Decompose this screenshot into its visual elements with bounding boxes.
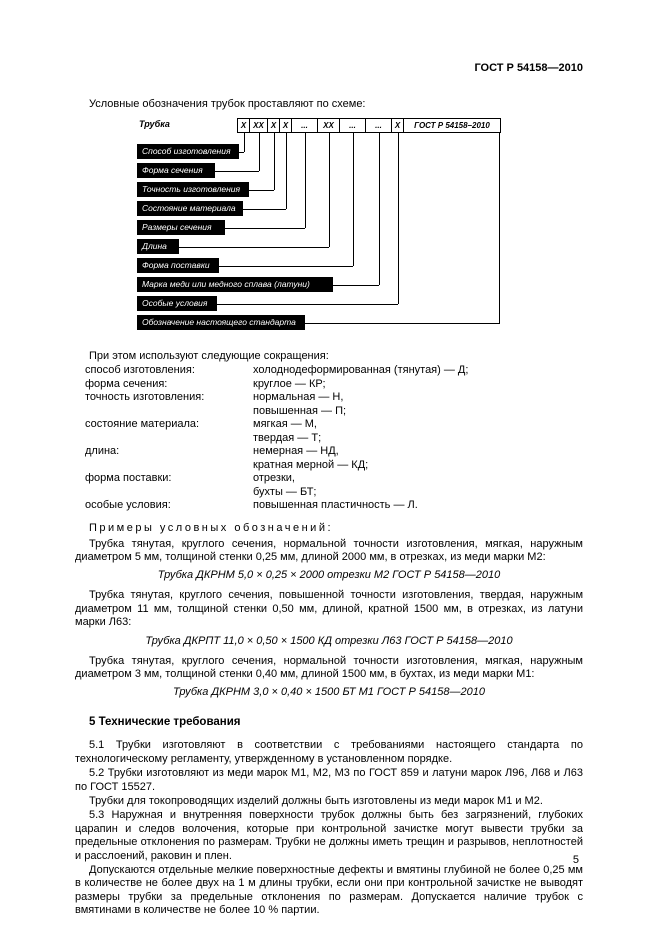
abbreviation-term: состояние материала: bbox=[85, 418, 200, 430]
abbreviation-row bbox=[85, 364, 583, 378]
connector-hline bbox=[249, 190, 274, 191]
examples-heading: Примеры условных обозначений: bbox=[89, 521, 334, 534]
example-designation: Трубка ДКРПТ 11,0 × 0,50 × 1500 КД отрезки Л63 ГОСТ Р 54158—2010 bbox=[145, 634, 513, 647]
scheme-label-bar: Способ изготовления bbox=[137, 144, 239, 159]
section-paragraph: 5.1 Трубки изготовляют в соответствии с требованиями настоящего стандарта по технологическому регламенту, утвержденному в установленном порядке. bbox=[75, 739, 583, 765]
scheme-cell: ХХ bbox=[318, 119, 340, 132]
connector-vline bbox=[259, 133, 260, 171]
section-paragraph: 5.3 Наружная и внутренняя поверхности трубок должны быть без загрязнений, глубоких царапин и следов волочения, которые при контрольной зачистке могут вывести трубки за предельные отклонения по размерам. Трубки не должны иметь трещин и разрывов, неплотностей и расслоений, раковин и плен. bbox=[75, 809, 583, 862]
connector-vline bbox=[398, 133, 399, 304]
abbreviation-term: особые условия: bbox=[85, 499, 171, 511]
abbreviation-value: бухты — БТ; bbox=[253, 485, 317, 498]
connector-hline bbox=[179, 247, 329, 248]
scheme-label-bar: Форма поставки bbox=[137, 258, 219, 273]
abbreviation-row bbox=[85, 391, 583, 418]
abbreviation-term: точность изготовления: bbox=[85, 391, 205, 403]
abbreviation-row bbox=[85, 418, 583, 445]
abbreviation-row bbox=[85, 472, 583, 499]
scheme-cell: Х bbox=[392, 119, 404, 132]
connector-vline bbox=[305, 133, 306, 228]
example-description: Трубка тянутая, круглого сечения, нормальной точности изготовления, мягкая, наружным диаметром 3 мм, толщиной стенки 0,40 мм, длиной 1500 мм, в бухтах, из меди марки М1: bbox=[75, 654, 583, 680]
scheme-label-bar: Форма сечения bbox=[137, 163, 215, 178]
abbreviation-value: нормальная — Н, bbox=[253, 391, 344, 403]
example-description: Трубка тянутая, круглого сечения, нормальной точности изготовления, мягкая, наружным диаметром 5 мм, толщиной стенки 0,25 мм, длиной 2000 мм, в отрезках, из меди марки М2: bbox=[75, 537, 583, 563]
abbreviation-value: отрезки, bbox=[253, 472, 295, 484]
scheme-cell: ... bbox=[366, 119, 392, 132]
scheme-cell-row bbox=[237, 118, 501, 133]
example-description: Трубка тянутая, круглого сечения, повышенной точности изготовления, твердая, наружным диаметром 11 мм, толщиной стенки 0,50 мм, длиной, кратной 1500 мм, в отрезках, из латуни марки Л63: bbox=[75, 589, 583, 629]
standard-number-header: ГОСТ Р 54158—2010 bbox=[474, 62, 583, 74]
abbreviation-row bbox=[85, 499, 583, 513]
section-paragraph: Трубки для токопроводящих изделий должны быть изготовлены из меди марок М1 и М2. bbox=[89, 794, 543, 807]
scheme-label-bar: Обозначение настоящего стандарта bbox=[137, 315, 305, 330]
abbreviation-value: повышенная — П; bbox=[253, 404, 347, 417]
connector-hline bbox=[225, 228, 305, 229]
connector-vline bbox=[499, 133, 500, 323]
abbreviation-term: способ изготовления: bbox=[85, 364, 195, 376]
scheme-label-bar: Длина bbox=[137, 239, 179, 254]
abbreviations-intro: При этом используют следующие сокращения: bbox=[89, 350, 329, 362]
page-number: 5 bbox=[572, 854, 579, 866]
abbreviation-value: повышенная пластичность — Л. bbox=[253, 499, 418, 511]
connector-hline bbox=[305, 323, 500, 324]
abbreviation-value: круглое — КР; bbox=[253, 377, 326, 390]
connector-hline bbox=[215, 171, 259, 172]
scheme-cell: ХХ bbox=[250, 119, 268, 132]
connector-vline bbox=[353, 133, 354, 266]
section-paragraph: Допускаются отдельные мелкие поверхностные дефекты и вмятины глубиной не более 0,25 мм в количестве не более двух на 1 м длины трубки, если они при контрольной зачистке не выводят размеры трубки за предельные отклонения по размерам. Допускается наличие трубок с вмятинами в количестве не более 10 % партии. bbox=[75, 864, 583, 917]
scheme-cell: ... bbox=[340, 119, 366, 132]
scheme-label-bar: Состояние материала bbox=[137, 201, 243, 216]
abbreviation-row bbox=[85, 378, 583, 392]
connector-vline bbox=[379, 133, 380, 285]
scheme-label-bar: Марка меди или медного сплава (латуни) bbox=[137, 277, 333, 292]
scheme-label-bar: Точность изготовления bbox=[137, 182, 249, 197]
scheme-cell: Х bbox=[238, 119, 250, 132]
connector-hline bbox=[243, 209, 286, 210]
abbreviation-value: мягкая — М, bbox=[253, 418, 317, 430]
connector-vline bbox=[244, 133, 245, 152]
section-5-title: 5 Технические требования bbox=[89, 716, 241, 729]
abbreviation-term: длина: bbox=[85, 445, 120, 457]
example-designation: Трубка ДКРНМ 3,0 × 0,40 × 1500 БТ М1 ГОСТ Р 54158—2010 bbox=[173, 686, 485, 699]
abbreviation-value: немерная — НД, bbox=[253, 445, 339, 457]
abbreviations-list bbox=[85, 364, 583, 513]
abbreviation-row bbox=[85, 445, 583, 472]
scheme-cell: ГОСТ Р 54158–2010 bbox=[414, 121, 490, 130]
scheme-label-bar: Особые условия bbox=[137, 296, 217, 311]
abbreviation-term: форма поставки: bbox=[85, 472, 172, 484]
connector-hline bbox=[239, 152, 244, 153]
abbreviation-value: холоднодеформированная (тянутая) — Д; bbox=[253, 364, 469, 376]
scheme-cell: ... bbox=[292, 119, 318, 132]
connector-hline bbox=[333, 285, 379, 286]
abbreviation-term: форма сечения: bbox=[85, 377, 168, 390]
connector-hline bbox=[217, 304, 398, 305]
connector-vline bbox=[274, 133, 275, 190]
connector-hline bbox=[219, 266, 353, 267]
scheme-cell: Х bbox=[280, 119, 292, 132]
designation-scheme-diagram bbox=[137, 118, 509, 338]
scheme-intro-text: Условные обозначения трубок проставляют по схеме: bbox=[89, 98, 366, 110]
connector-vline bbox=[329, 133, 330, 247]
scheme-cell: Х bbox=[268, 119, 280, 132]
abbreviation-value: кратная мерной — КД; bbox=[253, 458, 369, 471]
section-paragraph: 5.2 Трубки изготовляют из меди марок М1, М2, М3 по ГОСТ 859 и латуни марок Л96, Л68 и Л63 по ГОСТ 15527. bbox=[75, 767, 583, 793]
connector-vline bbox=[286, 133, 287, 209]
abbreviation-value: твердая — Т; bbox=[253, 431, 322, 444]
scheme-product-label: Трубка bbox=[139, 119, 170, 129]
scheme-label-bar: Размеры сечения bbox=[137, 220, 225, 235]
example-designation: Трубка ДКРНМ 5,0 × 0,25 × 2000 отрезки М2 ГОСТ Р 54158—2010 bbox=[157, 569, 501, 582]
